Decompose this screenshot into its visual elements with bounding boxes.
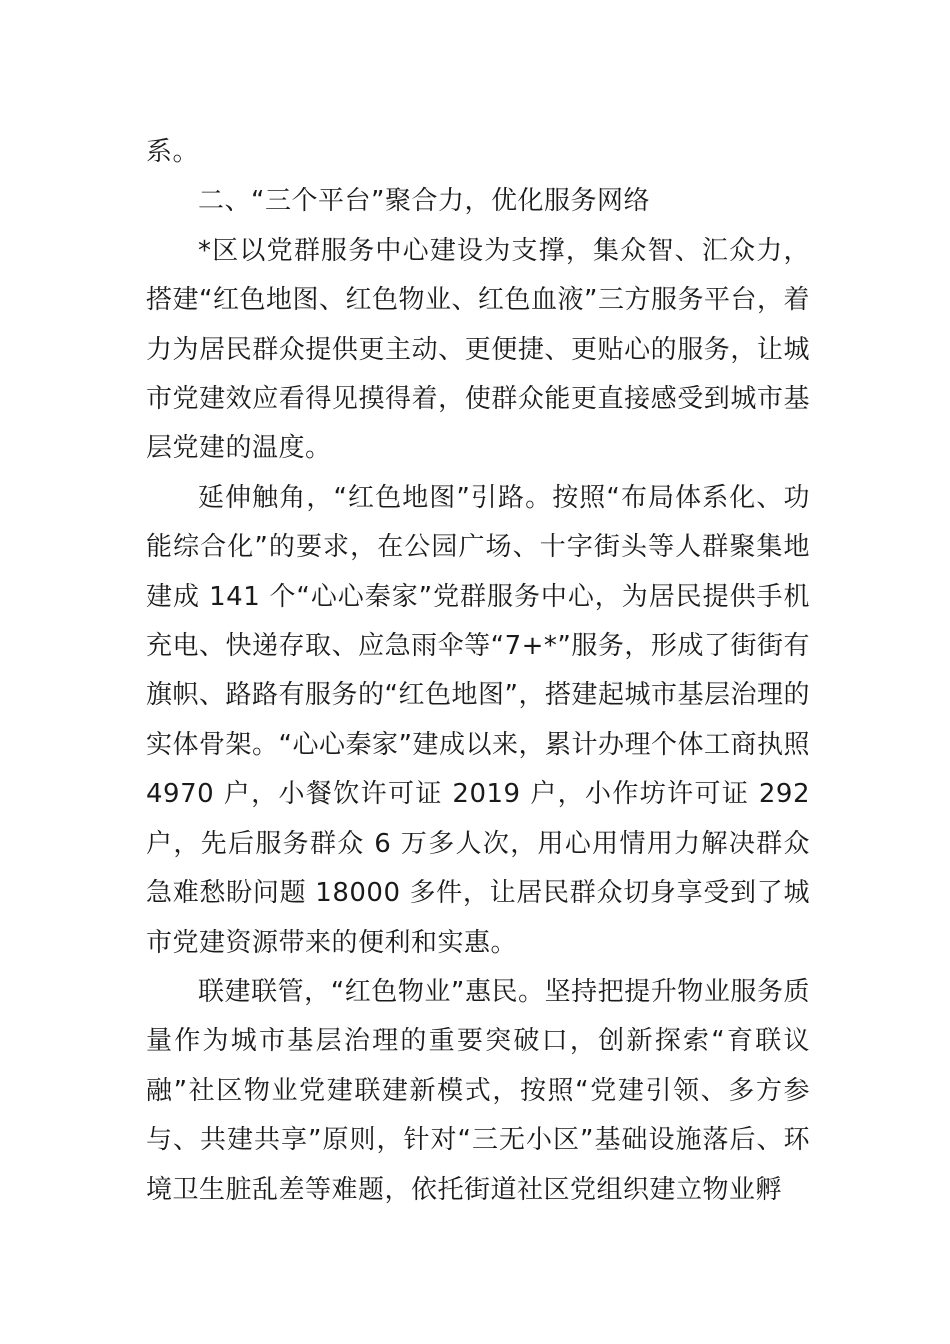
paragraph-red-map: 延伸触角，“红色地图”引路。按照“布局体系化、功能综合化”的要求，在公园广场、十字街头等人群聚集地建成 141 个“心心秦家”党群服务中心，为居民提供手机充电、快递存取、应急雨伞等“7+*”服务，形成了街街有旗帜、路路有服务的“红色地图”，搭建起城市基层治理的实体骨架。“心心秦家”建成以来，累计办理个体工商执照 4970 户，小餐饮许可证 2019 户，小作坊许可证 292 户，先后服务群众 6 万多人次，用心用情用力解决群众急难愁盼问题 18000 多件，让居民群众切身享受到了城市党建资源带来的便利和实惠。 xyxy=(146,482,810,958)
document-body xyxy=(146,128,810,1215)
paragraph-intro: *区以党群服务中心建设为支撑，集众智、汇众力，搭建“红色地图、红色物业、红色血液”三方服务平台，着力为居民群众提供更主动、更便捷、更贴心的服务，让城市党建效应看得见摸得着，使群众能更直接感受到城市基层党建的温度。 xyxy=(146,235,810,464)
section-heading: 二、“三个平台”聚合力，优化服务网络 xyxy=(198,186,650,217)
paragraph-continuation: 系。 xyxy=(146,137,200,167)
paragraph-red-property: 联建联管，“红色物业”惠民。坚持把提升物业服务质量作为城市基层治理的重要突破口，创新探索“育联议融”社区物业党建联建新模式，按照“党建引领、多方参与、共建共享”原则，针对“三无小区”基础设施落后、环境卫生脏乱差等难题，依托街道社区党组织建立物业孵 xyxy=(146,976,810,1205)
